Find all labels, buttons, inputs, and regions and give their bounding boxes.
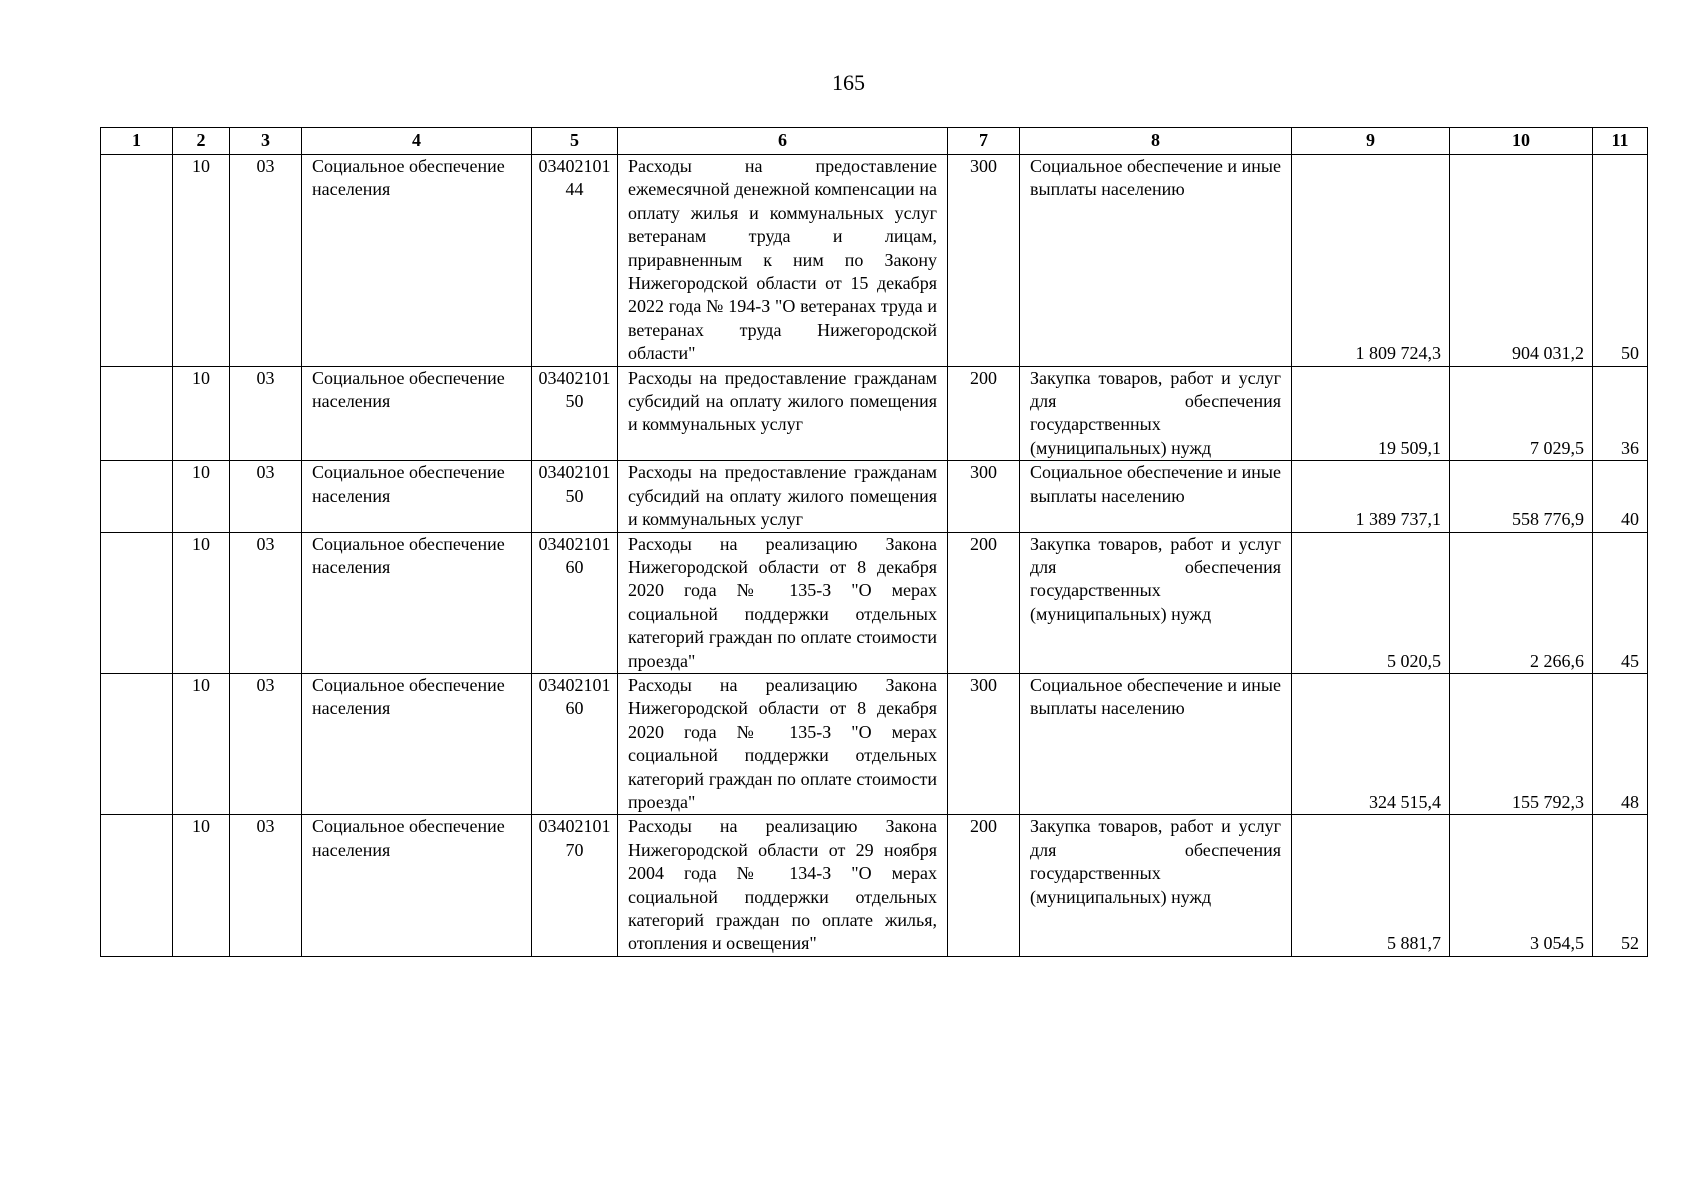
cell-expense-type: 200	[948, 532, 1020, 673]
budget-table	[100, 127, 1648, 957]
cell-subsection: 03	[230, 815, 302, 956]
cell-col1	[101, 815, 173, 956]
cell-section-name: Социальное обеспечение населения	[302, 366, 532, 461]
cell-percent: 36	[1593, 366, 1648, 461]
cell-amount-actual: 3 054,5	[1450, 815, 1593, 956]
cell-col1	[101, 366, 173, 461]
cell-target-code: 0340210150	[532, 461, 618, 532]
cell-target-code: 0340210160	[532, 532, 618, 673]
cell-target-code: 0340210160	[532, 673, 618, 814]
column-header: 5	[532, 128, 618, 155]
table-row	[101, 815, 1648, 956]
cell-amount-actual: 155 792,3	[1450, 673, 1593, 814]
cell-target-name: Расходы на реализацию Закона Нижегородской области от 8 декабря 2020 года № 135-З "О мерах социальной поддержки отдельных категорий граждан по оплате стоимости проезда"	[618, 532, 948, 673]
table-header-row	[101, 128, 1648, 155]
column-header: 6	[618, 128, 948, 155]
cell-target-name: Расходы на реализацию Закона Нижегородской области от 8 декабря 2020 года № 135-З "О мерах социальной поддержки отдельных категорий граждан по оплате стоимости проезда"	[618, 673, 948, 814]
column-header: 11	[1593, 128, 1648, 155]
cell-section: 10	[173, 673, 230, 814]
cell-amount-plan: 5 881,7	[1292, 815, 1450, 956]
cell-section: 10	[173, 532, 230, 673]
cell-percent: 52	[1593, 815, 1648, 956]
cell-target-name: Расходы на реализацию Закона Нижегородской области от 29 ноября 2004 года № 134-З "О мерах социальной поддержки отдельных категорий граждан по оплате жилья, отопления и освещения"	[618, 815, 948, 956]
cell-col1	[101, 461, 173, 532]
cell-target-name: Расходы на предоставление гражданам субсидий на оплату жилого помещения и коммунальных услуг	[618, 461, 948, 532]
column-header: 9	[1292, 128, 1450, 155]
table-row	[101, 155, 1648, 367]
cell-section-name: Социальное обеспечение населения	[302, 673, 532, 814]
cell-amount-plan: 19 509,1	[1292, 366, 1450, 461]
cell-expense-type: 300	[948, 155, 1020, 367]
cell-amount-plan: 324 515,4	[1292, 673, 1450, 814]
cell-target-name: Расходы на предоставление ежемесячной денежной компенсации на оплату жилья и коммунальных услуг ветеранам труда и лицам, приравненным к ним по Закону Нижегородской области от 15 декабря 2022 года № 194-З "О ветеранах труда и ветеранах труда Нижегородской области"	[618, 155, 948, 367]
cell-percent: 45	[1593, 532, 1648, 673]
table-row	[101, 366, 1648, 461]
cell-amount-plan: 1 809 724,3	[1292, 155, 1450, 367]
cell-subsection: 03	[230, 532, 302, 673]
column-header: 4	[302, 128, 532, 155]
cell-percent: 50	[1593, 155, 1648, 367]
cell-amount-plan: 5 020,5	[1292, 532, 1450, 673]
cell-expense-type-name: Социальное обеспечение и иные выплаты населению	[1020, 155, 1292, 367]
column-header: 2	[173, 128, 230, 155]
cell-amount-actual: 2 266,6	[1450, 532, 1593, 673]
cell-col1	[101, 155, 173, 367]
column-header: 10	[1450, 128, 1593, 155]
cell-col1	[101, 532, 173, 673]
cell-section-name: Социальное обеспечение населения	[302, 155, 532, 367]
page-number: 165	[832, 70, 865, 95]
cell-percent: 40	[1593, 461, 1648, 532]
column-header: 1	[101, 128, 173, 155]
column-header: 3	[230, 128, 302, 155]
cell-expense-type: 300	[948, 673, 1020, 814]
cell-expense-type: 200	[948, 815, 1020, 956]
cell-section-name: Социальное обеспечение населения	[302, 815, 532, 956]
cell-subsection: 03	[230, 461, 302, 532]
table-row	[101, 532, 1648, 673]
cell-expense-type-name: Закупка товаров, работ и услуг для обеспечения государственных (муниципальных) нужд	[1020, 815, 1292, 956]
cell-target-code: 0340210170	[532, 815, 618, 956]
table-row	[101, 461, 1648, 532]
cell-amount-actual: 558 776,9	[1450, 461, 1593, 532]
cell-expense-type: 200	[948, 366, 1020, 461]
cell-section: 10	[173, 155, 230, 367]
cell-expense-type-name: Закупка товаров, работ и услуг для обеспечения государственных (муниципальных) нужд	[1020, 366, 1292, 461]
table-row	[101, 673, 1648, 814]
cell-section-name: Социальное обеспечение населения	[302, 461, 532, 532]
cell-amount-actual: 904 031,2	[1450, 155, 1593, 367]
cell-subsection: 03	[230, 155, 302, 367]
cell-expense-type: 300	[948, 461, 1020, 532]
cell-section: 10	[173, 461, 230, 532]
cell-col1	[101, 673, 173, 814]
cell-subsection: 03	[230, 673, 302, 814]
column-header: 8	[1020, 128, 1292, 155]
cell-target-code: 0340210150	[532, 366, 618, 461]
cell-section: 10	[173, 366, 230, 461]
cell-section-name: Социальное обеспечение населения	[302, 532, 532, 673]
cell-amount-plan: 1 389 737,1	[1292, 461, 1450, 532]
cell-expense-type-name: Социальное обеспечение и иные выплаты населению	[1020, 461, 1292, 532]
cell-subsection: 03	[230, 366, 302, 461]
cell-target-name: Расходы на предоставление гражданам субсидий на оплату жилого помещения и коммунальных услуг	[618, 366, 948, 461]
cell-section: 10	[173, 815, 230, 956]
cell-expense-type-name: Закупка товаров, работ и услуг для обеспечения государственных (муниципальных) нужд	[1020, 532, 1292, 673]
cell-expense-type-name: Социальное обеспечение и иные выплаты населению	[1020, 673, 1292, 814]
cell-target-code: 0340210144	[532, 155, 618, 367]
cell-amount-actual: 7 029,5	[1450, 366, 1593, 461]
cell-percent: 48	[1593, 673, 1648, 814]
column-header: 7	[948, 128, 1020, 155]
